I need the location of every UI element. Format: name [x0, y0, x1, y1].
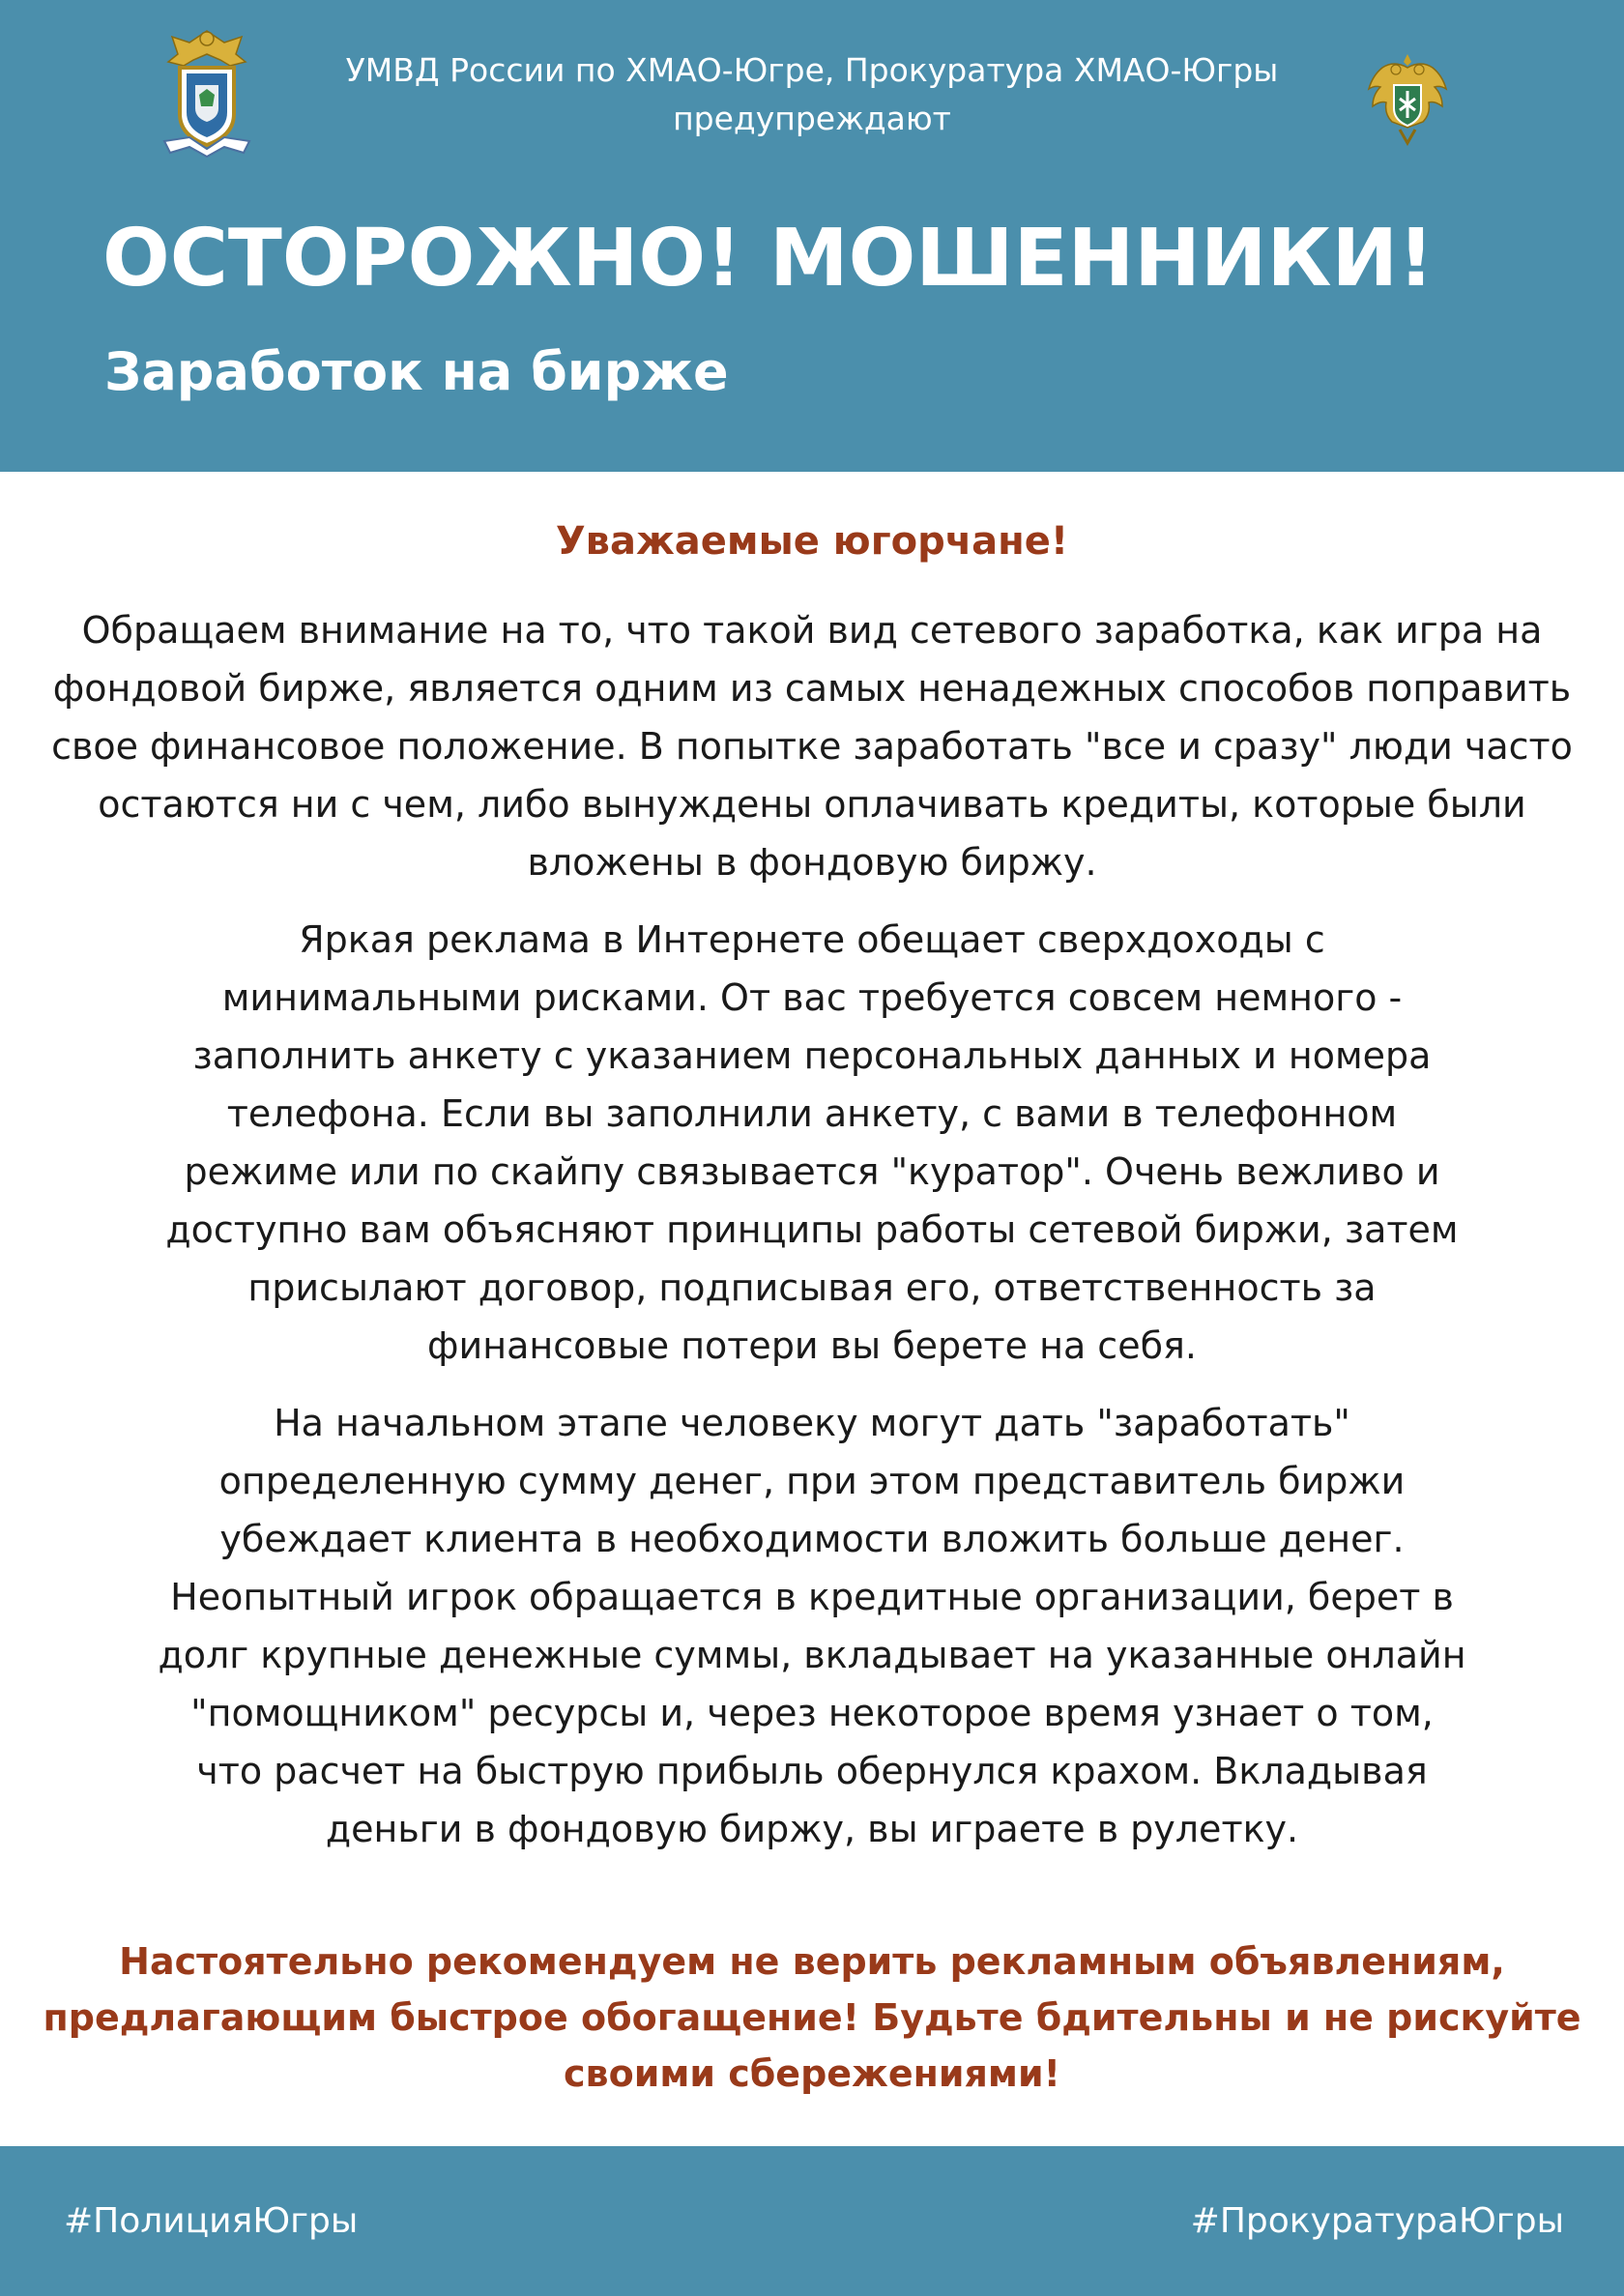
- page-title: ОСТОРОЖНО! МОШЕННИКИ!: [102, 213, 1435, 305]
- police-emblem-icon: [160, 25, 253, 159]
- prosecutor-emblem-icon: [1365, 50, 1450, 147]
- paragraph-advertising: Яркая реклама в Интернете обещает сверхдоходы с минимальными рисками. От вас требуется совсем немного - заполнить анкету с указанием персональных данных и номера телефона. Если вы заполнили анкету, с вами в телефонном режиме или по скайпу связывается "куратор". Очень вежливо и доступно вам объясняют принципы работы сетевой биржи, затем присылают договор, подписывая его, ответственность за финансовые потери вы берете на себя.: [165, 918, 1459, 1367]
- paragraph-scheme: На начальном этапе человеку могут дать "заработать" определенную сумму денег, при этом представитель биржи убеждает клиента в необходимости вложить больше денег. Неопытный игрок обращается в кредитные организации, берет в долг крупные денежные суммы, вкладывает на указанные онлайн "помощником" ресурсы и, через некоторое время узнает о том, что расчет на быструю прибыль обернулся крахом. Вкладывая деньги в фондовую биржу, вы играете в рулетку.: [158, 1402, 1466, 1850]
- issuer-line-1: УМВД России по ХМАО-Югре, Прокуратура ХМАО-Югры: [345, 51, 1279, 89]
- hashtag-police: #ПолицияЮгры: [64, 2201, 359, 2241]
- paragraph-intro: Обращаем внимание на то, что такой вид сетевого заработка, как игра на фондовой бирже, является одним из самых ненадежных способов поправить свое финансовое положение. В попытке заработать "все и сразу" люди часто остаются ни с чем, либо вынуждены оплачивать кредиты, которые были вложены в фондовую биржу.: [51, 609, 1573, 884]
- greeting-heading: Уважаемые югорчане!: [555, 519, 1069, 564]
- issuer-line-2: предупреждают: [673, 100, 951, 137]
- issuer-text: [280, 46, 1344, 143]
- warning-text: Настоятельно рекомендуем не верить рекламным объявлениям, предлагающим быстрое обогащение! Будьте бдительны и не рискуйте своими сбережениями!: [43, 1940, 1581, 2095]
- hashtag-prosecutor: #ПрокуратураЮгры: [1190, 2201, 1564, 2241]
- page-subtitle: Заработок на бирже: [104, 341, 729, 402]
